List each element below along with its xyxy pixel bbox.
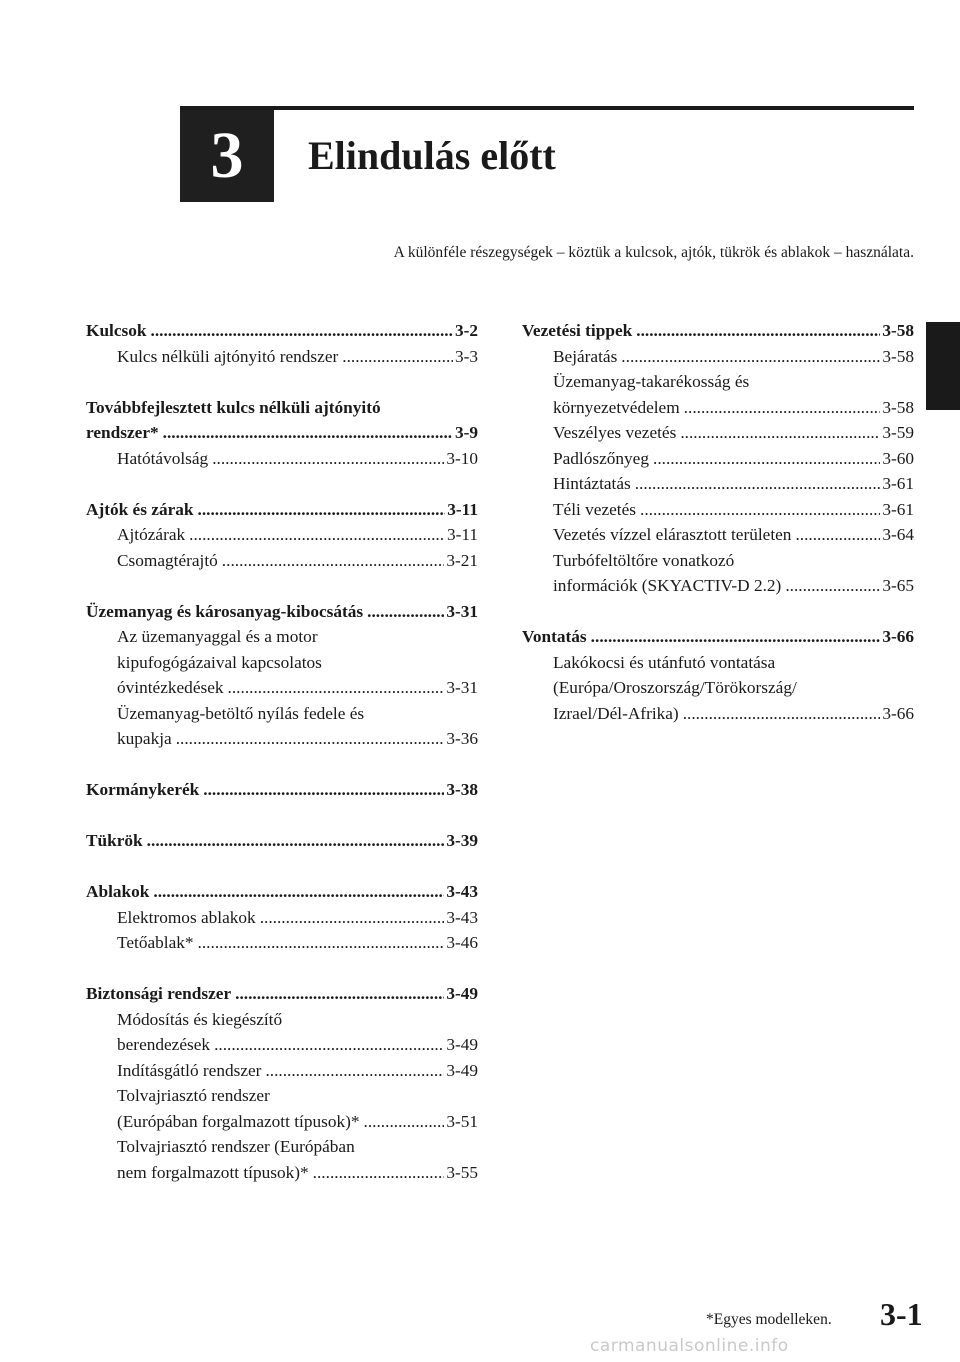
toc-page-number: 3-2 — [454, 321, 478, 340]
toc-entry-text: információk (SKYACTIV-D 2.2) — [553, 576, 782, 595]
toc-entry-text: Hintáztatás — [553, 474, 631, 493]
toc-leader-dots — [214, 1032, 444, 1058]
toc-page-number: 3-66 — [882, 703, 914, 723]
toc-entry-text: Az üzemanyaggal és a motor — [117, 627, 318, 646]
toc-section-entry[interactable] — [86, 777, 478, 803]
toc-page-number: 3-10 — [446, 448, 478, 468]
footnote: *Egyes modelleken. — [706, 1311, 832, 1328]
toc-group — [522, 318, 914, 599]
toc-page-number: 3-49 — [446, 984, 478, 1003]
toc-page-number: 3-11 — [446, 525, 478, 544]
toc-leader-dots — [635, 471, 881, 497]
toc-leader-dots — [683, 701, 881, 727]
toc-subsection-entry[interactable] — [86, 905, 478, 931]
toc-section-entry[interactable] — [522, 624, 914, 650]
toc-subsection-entry[interactable] — [522, 701, 914, 727]
chapter-side-tab — [926, 322, 960, 410]
toc-subsection-entry[interactable] — [522, 471, 914, 497]
toc-group — [86, 777, 478, 803]
toc-subsection-entry[interactable] — [522, 420, 914, 446]
toc-leader-dots — [203, 777, 444, 803]
toc-subsection-entry[interactable] — [86, 446, 478, 472]
toc-entry-text: kupakja — [117, 729, 172, 748]
toc-page-number: 3-58 — [882, 397, 914, 417]
toc-group — [522, 624, 914, 726]
toc-page-number: 3-61 — [882, 474, 914, 493]
toc-page-number: 3-66 — [882, 627, 914, 646]
toc-section-entry[interactable] — [86, 318, 478, 344]
toc-page-number: 3-21 — [446, 550, 478, 570]
toc-leader-dots — [342, 344, 453, 370]
toc-entry-text: Csomagtérajtó — [117, 550, 218, 570]
toc-leader-dots — [235, 981, 444, 1007]
toc-subsection-entry[interactable] — [522, 522, 914, 548]
toc-leader-dots — [153, 879, 444, 905]
toc-subsection-entry[interactable] — [86, 522, 478, 548]
toc-left-column — [86, 318, 478, 1211]
toc-entry-text: Kulcsok — [86, 321, 147, 340]
toc-leader-dots — [591, 624, 881, 650]
toc-section-entry[interactable] — [86, 420, 478, 446]
toc-group — [86, 879, 478, 956]
header-rule — [180, 106, 914, 110]
toc-leader-dots — [198, 497, 446, 523]
toc-entry-text: Tolvajriasztó rendszer — [117, 1086, 270, 1105]
toc-page-number: 3-60 — [882, 448, 914, 468]
toc-subsection-entry[interactable] — [86, 344, 478, 370]
watermark: carmanualsonline.info — [590, 1336, 789, 1356]
toc-leader-dots — [189, 522, 445, 548]
toc-entry-text: Veszélyes vezetés — [553, 423, 677, 442]
toc-subsection-entry[interactable] — [86, 1109, 478, 1135]
toc-entry-text: Továbbfejlesztett kulcs nélküli ajtónyitó — [86, 397, 381, 417]
toc-entry-text: Vezetés vízzel elárasztott területen — [553, 525, 792, 544]
toc-entry-text: berendezések — [117, 1035, 211, 1054]
toc-entry-text: Üzemanyag és károsanyag-kibocsátás — [86, 601, 364, 621]
toc-subsection-entry — [86, 1007, 478, 1033]
toc-entry-text: Padlószőnyeg — [553, 448, 649, 468]
chapter-number: 3 — [210, 119, 244, 192]
toc-leader-dots — [212, 446, 444, 472]
toc-entry-text: Bejáratás — [553, 346, 618, 366]
toc-page-number: 3-9 — [454, 423, 478, 442]
toc-page-number: 3-46 — [446, 933, 478, 952]
toc-entry-text: Üzemanyag-takarékosság és — [553, 372, 750, 391]
toc-page-number: 3-31 — [446, 678, 478, 697]
toc-entry-text: Vezetési tippek — [522, 321, 633, 340]
toc-page-number: 3-59 — [882, 423, 914, 442]
toc-page-number: 3-36 — [446, 729, 478, 748]
toc-entry-text: Tükrök — [86, 831, 143, 850]
toc-entry-text: kipufogógázaival kapcsolatos — [117, 652, 322, 672]
toc-group — [86, 828, 478, 854]
toc-page-number: 3-38 — [446, 780, 478, 799]
toc-subsection-entry — [86, 650, 478, 676]
toc-page-number: 3-49 — [446, 1035, 478, 1054]
toc-page-number: 3-65 — [882, 576, 914, 595]
toc-subsection-entry[interactable] — [522, 446, 914, 472]
toc-page-number: 3-31 — [446, 601, 478, 621]
toc-entry-text: Ajtók és zárak — [86, 499, 194, 519]
toc-entry-text: Biztonsági rendszer — [86, 984, 232, 1003]
toc-group — [86, 599, 478, 752]
toc-page-number: 3-11 — [447, 499, 478, 519]
toc-entry-text: Ablakok — [86, 882, 150, 901]
page-number: 3-1 — [880, 1296, 923, 1332]
toc-subsection-entry — [86, 1134, 478, 1160]
toc-entry-text: nem forgalmazott típusok)* — [117, 1162, 309, 1182]
toc-entry-text: (Európában forgalmazott típusok)* — [117, 1111, 360, 1131]
toc-subsection-entry[interactable] — [86, 726, 478, 752]
toc-subsection-entry[interactable] — [522, 573, 914, 599]
toc-leader-dots — [176, 726, 445, 752]
toc-group — [86, 981, 478, 1185]
toc-subsection-entry — [86, 624, 478, 650]
toc-leader-dots — [228, 675, 445, 701]
toc-subsection-entry[interactable] — [522, 497, 914, 523]
toc-section-entry[interactable] — [86, 497, 478, 523]
toc-page-number: 3-58 — [882, 346, 914, 366]
toc-page-number: 3-51 — [446, 1111, 478, 1131]
chapter-title: Elindulás előtt — [308, 133, 556, 178]
toc-subsection-entry[interactable] — [86, 1032, 478, 1058]
toc-section-entry[interactable] — [86, 879, 478, 905]
toc-page-number: 3-49 — [446, 1060, 478, 1080]
toc-subsection-entry[interactable] — [522, 344, 914, 370]
toc-subsection-entry — [522, 369, 914, 395]
toc-subsection-entry — [86, 701, 478, 727]
toc-leader-dots — [621, 344, 880, 370]
toc-leader-dots — [367, 599, 444, 625]
toc-leader-dots — [795, 522, 880, 548]
toc-section-entry[interactable] — [86, 599, 478, 625]
toc-entry-text: Kormánykerék — [86, 780, 200, 799]
toc-entry-text: Lakókocsi és utánfutó vontatása — [553, 652, 776, 672]
toc-leader-dots — [147, 828, 445, 854]
toc-entry-text: Kulcs nélküli ajtónyitó rendszer — [117, 346, 339, 366]
toc-group — [86, 318, 478, 369]
toc-leader-dots — [364, 1109, 445, 1135]
toc-subsection-entry[interactable] — [522, 395, 914, 421]
toc-subsection-entry[interactable] — [86, 930, 478, 956]
toc-leader-dots — [785, 573, 880, 599]
toc-entry-text: Tolvajriasztó rendszer (Európában — [117, 1137, 355, 1156]
toc-page-number: 3-64 — [882, 525, 914, 544]
toc-page-number: 3-43 — [446, 882, 478, 901]
toc-entry-text: Indításgátló rendszer — [117, 1060, 262, 1080]
toc-entry-text: Üzemanyag-betöltő nyílás fedele és — [117, 703, 365, 723]
toc-entry-text: rendszer* — [86, 423, 159, 442]
toc-leader-dots — [636, 318, 880, 344]
toc-entry-text: Turbófeltöltőre vonatkozó — [553, 550, 735, 570]
toc-page-number: 3-3 — [454, 346, 478, 366]
toc-leader-dots — [151, 318, 453, 344]
toc-page-number: 3-43 — [446, 907, 478, 927]
toc-leader-dots — [684, 395, 881, 421]
toc-section-entry[interactable] — [522, 318, 914, 344]
toc-section-entry[interactable] — [86, 828, 478, 854]
toc-right-column — [522, 318, 914, 752]
toc-subsection-entry[interactable] — [86, 1160, 478, 1186]
toc-entry-text: óvintézkedések — [117, 678, 224, 697]
toc-entry-text: környezetvédelem — [553, 397, 680, 417]
toc-entry-text: Ajtózárak — [117, 525, 186, 544]
toc-entry-text: Hatótávolság — [117, 448, 209, 468]
toc-entry-text: Elektromos ablakok — [117, 907, 256, 927]
toc-subsection-entry — [522, 650, 914, 676]
toc-leader-dots — [680, 420, 880, 446]
chapter-number-box — [180, 110, 274, 202]
toc-entry-text: Tetőablak* — [117, 933, 194, 952]
toc-group — [86, 395, 478, 472]
toc-leader-dots — [640, 497, 880, 523]
toc-subsection-entry — [522, 675, 914, 701]
toc-entry-text: (Európa/Oroszország/Törökország/ — [553, 678, 797, 697]
toc-entry-text: Módosítás és kiegészítő — [117, 1009, 283, 1029]
toc-entry-text: Izrael/Dél-Afrika) — [553, 703, 679, 723]
toc-subsection-entry[interactable] — [86, 675, 478, 701]
chapter-subtitle: A különféle részegységek – köztük a kulcsok, ajtók, tükrök és ablakok – használata. — [393, 244, 914, 261]
toc-leader-dots — [265, 1058, 444, 1084]
toc-section-entry — [86, 395, 478, 421]
toc-group — [86, 497, 478, 574]
toc-leader-dots — [653, 446, 880, 472]
toc-leader-dots — [198, 930, 445, 956]
toc-leader-dots — [163, 420, 453, 446]
toc-subsection-entry — [522, 548, 914, 574]
toc-page-number: 3-39 — [446, 831, 478, 850]
toc-subsection-entry[interactable] — [86, 548, 478, 574]
toc-leader-dots — [313, 1160, 445, 1186]
toc-page-number: 3-55 — [446, 1162, 478, 1182]
toc-entry-text: Vontatás — [522, 627, 587, 646]
toc-leader-dots — [222, 548, 445, 574]
toc-section-entry[interactable] — [86, 981, 478, 1007]
toc-page-number: 3-61 — [882, 499, 914, 519]
toc-subsection-entry[interactable] — [86, 1058, 478, 1084]
toc-subsection-entry — [86, 1083, 478, 1109]
toc-page-number: 3-58 — [882, 321, 914, 340]
toc-entry-text: Téli vezetés — [553, 499, 636, 519]
toc-leader-dots — [260, 905, 445, 931]
